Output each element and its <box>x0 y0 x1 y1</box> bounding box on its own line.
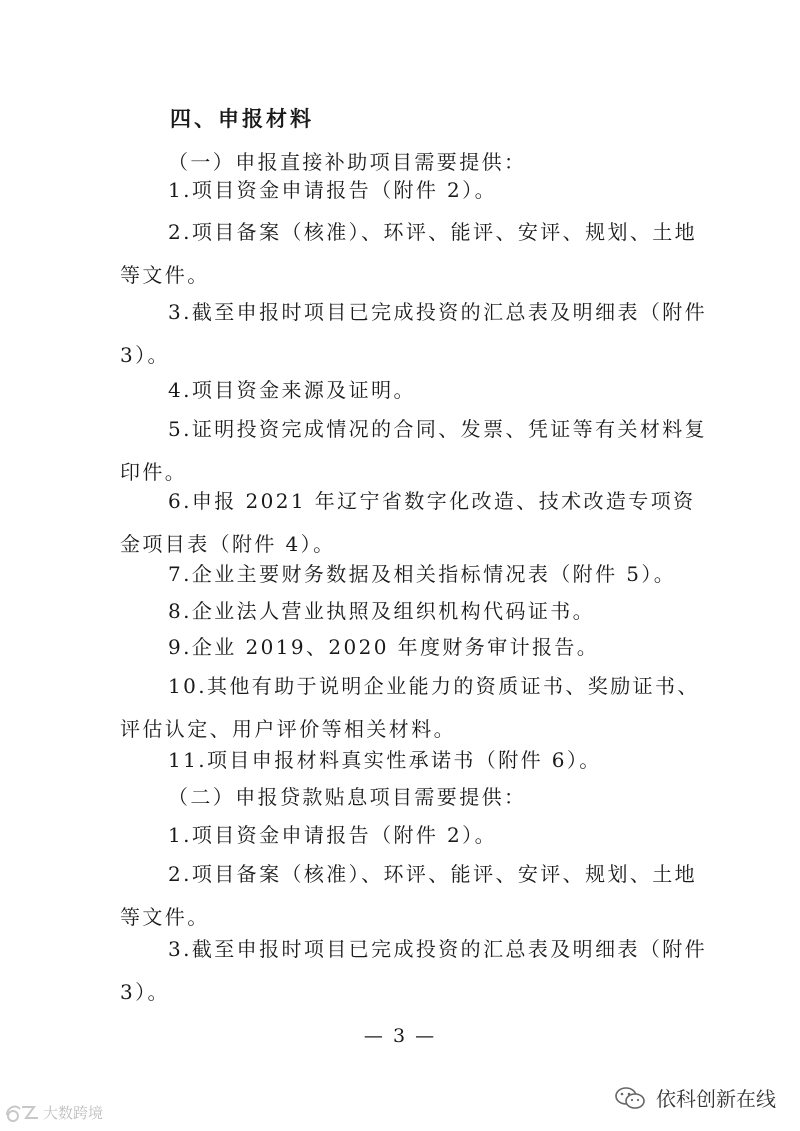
watermark-right-text: 依科创新在线 <box>656 1087 776 1111</box>
paragraph-text: 11.项目申报材料真实性承诺书（附件 6）。 <box>168 748 602 772</box>
paragraph <box>120 853 710 939</box>
paragraph-text: 1.项目资金申请报告（附件 2）。 <box>168 823 497 847</box>
wechat-icon <box>614 1085 646 1111</box>
paragraph-text: （二）申报贷款贴息项目需要提供： <box>168 785 527 809</box>
paragraph-text: 3.截至申报时项目已完成投资的汇总表及明细表（附件 3）。 <box>120 937 708 1004</box>
paragraph <box>120 291 710 377</box>
paragraph-text: 2.项目备案（核准）、环评、能评、安评、规划、土地等文件。 <box>120 862 698 929</box>
paragraph-text: 2.项目备案（核准）、环评、能评、安评、规划、土地等文件。 <box>120 220 698 287</box>
paragraph <box>120 369 710 412</box>
paragraph <box>120 211 710 297</box>
paragraph-text: 7.企业主要财务数据及相关指标情况表（附件 5）。 <box>168 562 677 586</box>
paragraph <box>120 928 710 1014</box>
paragraph <box>120 814 710 857</box>
page-number: — 3 — <box>363 1025 437 1047</box>
paragraph <box>120 626 710 669</box>
watermark-left-text: 大数跨境 <box>43 1103 104 1122</box>
paragraph-text: 8.企业法人营业执照及组织机构代码证书。 <box>168 599 596 623</box>
paragraph-text: 4.项目资金来源及证明。 <box>168 378 416 402</box>
paragraph-text: 3.截至申报时项目已完成投资的汇总表及明细表（附件 3）。 <box>120 300 708 367</box>
paragraph-text: （一）申报直接补助项目需要提供： <box>168 150 527 174</box>
paragraph-text: 9.企业 2019、2020 年度财务审计报告。 <box>168 635 600 659</box>
brand-logo-icon <box>4 1101 40 1123</box>
paragraph <box>120 169 710 212</box>
section-heading: 四、申报材料 <box>170 107 314 131</box>
paragraph-text: 6.申报 2021 年辽宁省数字化改造、技术改造专项资金项目表（附件 4）。 <box>120 489 696 556</box>
watermark-left <box>4 1101 103 1123</box>
paragraph-text: 1.项目资金申请报告（附件 2）。 <box>168 178 497 202</box>
paragraph <box>120 776 710 819</box>
paragraph-text: 5.证明投资完成情况的合同、发票、凭证等有关材料复印件。 <box>120 417 708 484</box>
watermark-right <box>614 1083 776 1112</box>
paragraph-text: 10.其他有助于说明企业能力的资质证书、奖励证书、评估认定、用户评价等相关材料。 <box>120 674 700 741</box>
